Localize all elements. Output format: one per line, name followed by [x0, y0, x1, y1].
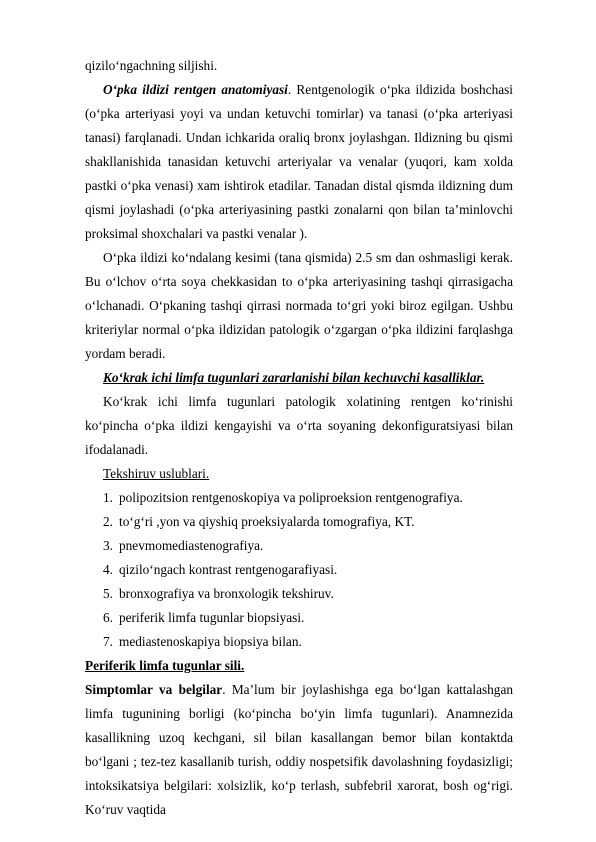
methods-title: Tekshiruv uslublari. [103, 466, 210, 481]
paragraph-lymph-xray: Ko‘krak ichi limfa tugunlari patologik xolatining rentgen ko‘rinishi ko‘pincha o‘pka ildizi kengayishi va o‘rta soyaning dekonfiguratsiyasi bilan ifodalanadi. [85, 394, 513, 457]
paragraph-root-size: O‘pka ildizi ko‘ndalang kesimi (tana qismida) 2.5 sm dan oshmasligi kerak. Bu o‘lchov o‘rta soya chekkasidan to o‘pka arteriyasining tashqi qirrasigacha o‘lchanadi. O‘pkaning tashqi qirrasi normada to‘gri yoki biroz egilgan. Ushbu kriteriylar normal o‘pka ildizidan patologik o‘zgargan o‘pka ildizini farqlashga yordam beradi. [85, 250, 513, 361]
paragraph-symptoms [85, 678, 513, 822]
list-item: 6. periferik limfa tugunlar biopsiyasi. [103, 610, 305, 625]
paragraph-continuation: qizilo‘ngachning siljishi. [85, 58, 218, 73]
lymph-diseases-heading: Ko‘krak ichi limfa tugunlari zararlanishi bilan kechuvchi kasalliklar. [103, 370, 485, 385]
root-anatomy-heading: O‘pka ildizi rentgen anatomiyasi [103, 82, 288, 97]
peripheral-lymph-heading: Periferik limfa tugunlar sili. [85, 658, 245, 673]
methods-title-row [85, 462, 513, 486]
paragraph-root-anatomy [85, 78, 513, 246]
list-item: 7. mediastenoskapiya biopsiya bilan. [103, 634, 302, 649]
section-heading-peripheral-lymph [85, 654, 513, 678]
list-item: 3. pnevmomediastenografiya. [103, 538, 264, 553]
symptoms-text: . Ma’lum bir joylashishga ega bo‘lgan kattalashgan limfa tugunining borligi (ko‘pincha bo‘yin limfa tugunlari). Anamnezida kasallikning uzoq kechgani, sil bilan kasallangan bemor bilan kontaktda bo‘lgani ; tez-tez kasallanib turish, oddiy nospetsifik davolashning foydasizligi; intoksikatsiya belgilari: xolsizlik, ko‘p terlash, subfebril xarorat, bosh og‘rigi. Ko‘ruv vaqtida [85, 682, 513, 817]
list-item: 2. to‘g‘ri ,yon va qiyshiq proeksiyalarda tomografiya, KT. [103, 514, 415, 529]
section-heading-lymph-diseases [85, 366, 513, 390]
document-page [85, 54, 513, 822]
list-item: 1. polipozitsion rentgenoskopiya va poliproeksion rentgenografiya. [103, 490, 463, 505]
list-item: 5. bronxografiya va bronxologik tekshiruv. [103, 586, 334, 601]
list-item: 4. qizilo‘ngach kontrast rentgenogarafiyasi. [103, 562, 338, 577]
symptoms-heading: Simptomlar va belgilar [85, 682, 223, 697]
root-anatomy-text: . Rentgenologik o‘pka ildizida boshchasi (o‘pka arteriyasi yoyi va undan ketuvchi tomirlar) va tanasi (o‘pka arteriyasi tanasi) farqlanadi. Undan ichkarida oraliq bronx joylashgan. Ildizning bu qismi shakllanishida tanasidan ketuvchi arteriyalar va venalar (yuqori, kam xolda pastki o‘pka venasi) xam ishtirok etadilar. Tanadan distal qismda ildizning dum qismi joylashadi (o‘pka arteriyasining pastki zonalarni qon bilan ta’minlovchi proksimal shoxchalari va pastki venalar ). [85, 82, 514, 241]
methods-list [85, 486, 513, 654]
